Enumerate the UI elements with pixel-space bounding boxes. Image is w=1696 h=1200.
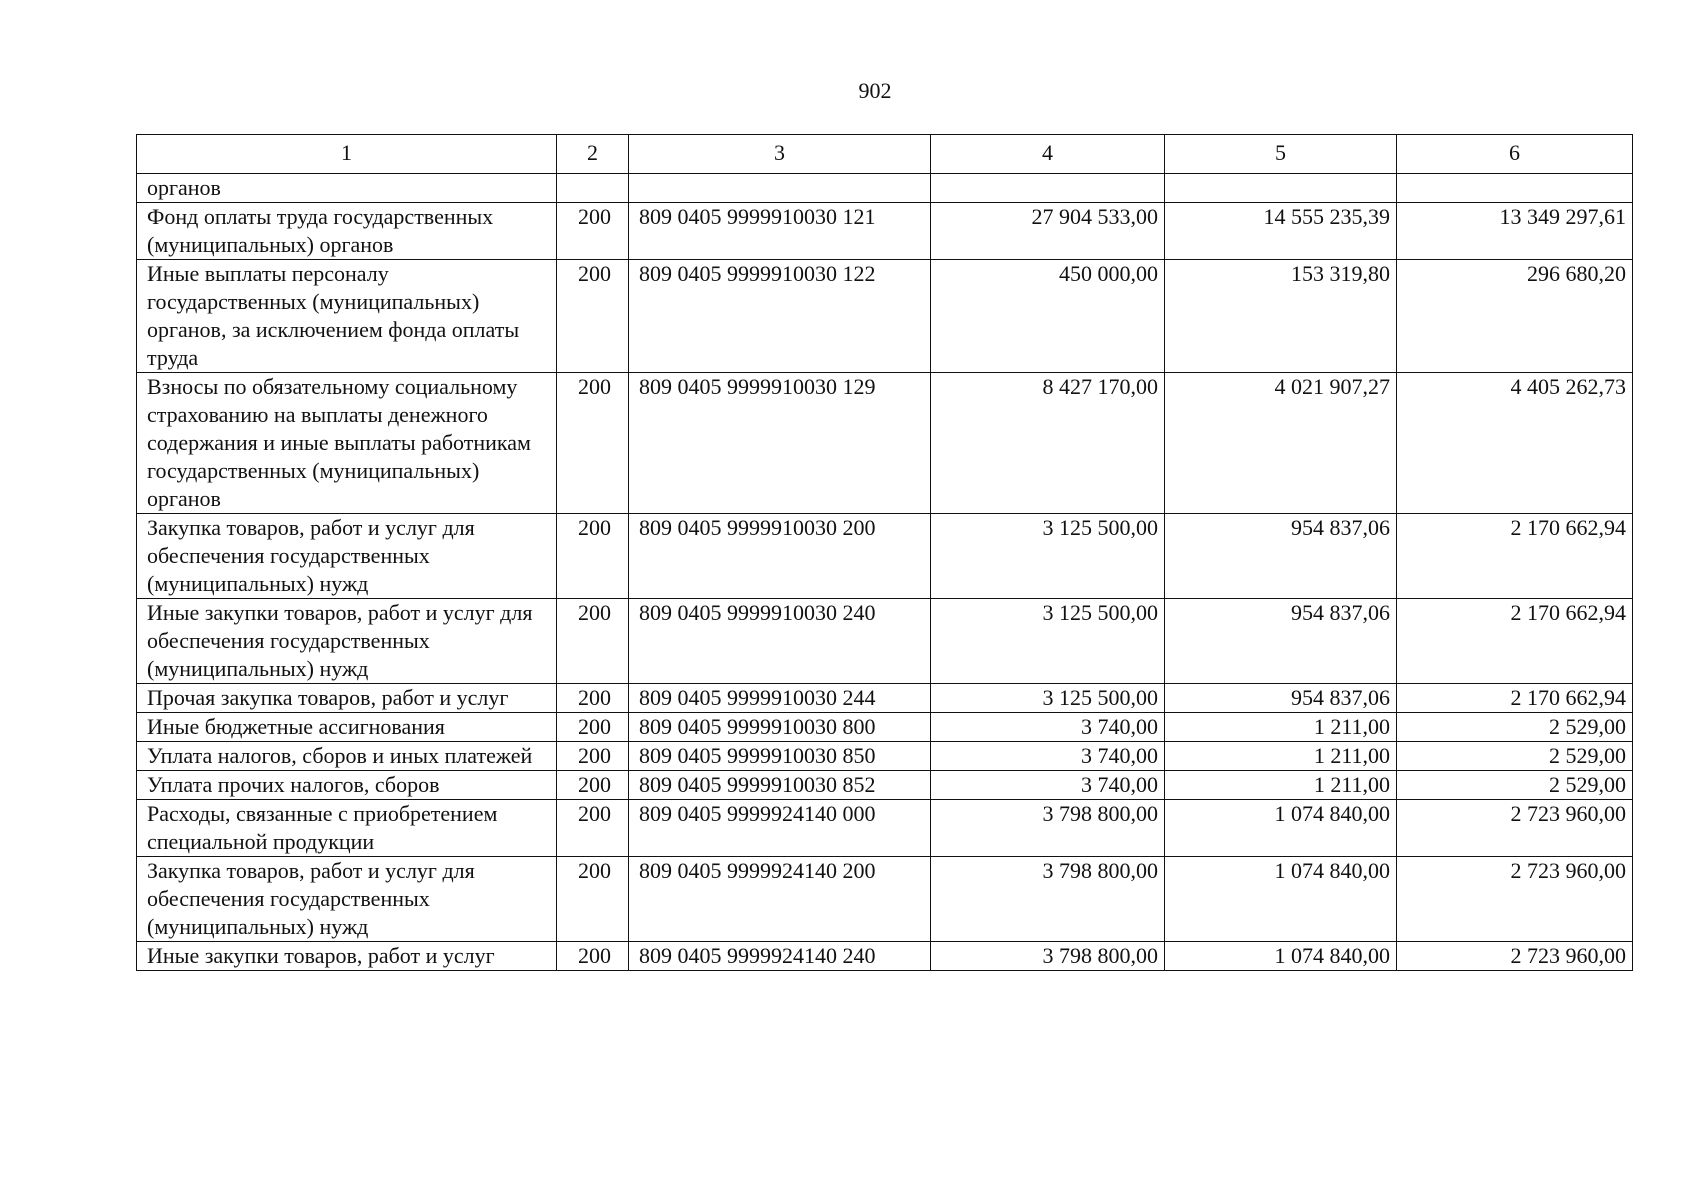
row-budget-code: 809 0405 9999910030 852 <box>629 771 931 800</box>
header-col-1: 1 <box>137 135 557 174</box>
table-row <box>137 599 1633 684</box>
row-unexecuted: 2 529,00 <box>1397 713 1633 742</box>
row-executed <box>1165 174 1397 203</box>
row-name: Закупка товаров, работ и услуг для обеспечения государственных (муниципальных) нужд <box>137 514 557 599</box>
row-unexecuted: 2 170 662,94 <box>1397 599 1633 684</box>
row-approved: 3 798 800,00 <box>931 942 1165 971</box>
row-approved: 3 740,00 <box>931 742 1165 771</box>
row-executed: 1 074 840,00 <box>1165 800 1397 857</box>
table-row <box>137 174 1633 203</box>
table-row <box>137 684 1633 713</box>
row-line-code <box>557 174 629 203</box>
row-line-code: 200 <box>557 857 629 942</box>
row-name: Иные закупки товаров, работ и услуг <box>137 942 557 971</box>
row-unexecuted: 2 170 662,94 <box>1397 684 1633 713</box>
row-name: Взносы по обязательному социальному страхованию на выплаты денежного содержания и иные выплаты работникам государственных (муниципальных) органов <box>137 373 557 514</box>
row-unexecuted: 296 680,20 <box>1397 260 1633 373</box>
row-name: Иные бюджетные ассигнования <box>137 713 557 742</box>
row-approved: 3 125 500,00 <box>931 599 1165 684</box>
table-row <box>137 771 1633 800</box>
row-line-code: 200 <box>557 373 629 514</box>
row-line-code: 200 <box>557 742 629 771</box>
budget-execution-table <box>136 134 1633 971</box>
row-line-code: 200 <box>557 599 629 684</box>
row-executed: 954 837,06 <box>1165 514 1397 599</box>
row-approved: 3 125 500,00 <box>931 514 1165 599</box>
row-unexecuted: 2 723 960,00 <box>1397 857 1633 942</box>
row-name: Уплата налогов, сборов и иных платежей <box>137 742 557 771</box>
row-line-code: 200 <box>557 942 629 971</box>
row-budget-code: 809 0405 9999910030 121 <box>629 203 931 260</box>
row-unexecuted: 2 529,00 <box>1397 771 1633 800</box>
table-row <box>137 857 1633 942</box>
row-executed: 1 211,00 <box>1165 742 1397 771</box>
row-budget-code: 809 0405 9999910030 850 <box>629 742 931 771</box>
row-budget-code: 809 0405 9999910030 800 <box>629 713 931 742</box>
row-approved: 450 000,00 <box>931 260 1165 373</box>
header-row <box>137 135 1633 174</box>
row-budget-code <box>629 174 931 203</box>
row-name: Иные выплаты персоналу государственных (муниципальных) органов, за исключением фонда оплаты труда <box>137 260 557 373</box>
row-line-code: 200 <box>557 771 629 800</box>
row-name: Прочая закупка товаров, работ и услуг <box>137 684 557 713</box>
row-budget-code: 809 0405 9999910030 200 <box>629 514 931 599</box>
header-col-5: 5 <box>1165 135 1397 174</box>
row-name: Уплата прочих налогов, сборов <box>137 771 557 800</box>
row-executed: 14 555 235,39 <box>1165 203 1397 260</box>
row-unexecuted: 13 349 297,61 <box>1397 203 1633 260</box>
row-executed: 1 074 840,00 <box>1165 942 1397 971</box>
page-number: 902 <box>858 78 892 103</box>
row-budget-code: 809 0405 9999924140 240 <box>629 942 931 971</box>
row-line-code: 200 <box>557 800 629 857</box>
table-row <box>137 373 1633 514</box>
row-name: Расходы, связанные с приобретением специальной продукции <box>137 800 557 857</box>
row-name: Закупка товаров, работ и услуг для обеспечения государственных (муниципальных) нужд <box>137 857 557 942</box>
header-col-2: 2 <box>557 135 629 174</box>
header-col-6: 6 <box>1397 135 1633 174</box>
row-executed: 1 211,00 <box>1165 713 1397 742</box>
row-approved: 3 125 500,00 <box>931 684 1165 713</box>
row-budget-code: 809 0405 9999910030 122 <box>629 260 931 373</box>
row-approved: 8 427 170,00 <box>931 373 1165 514</box>
row-executed: 954 837,06 <box>1165 684 1397 713</box>
row-name: органов <box>137 174 557 203</box>
row-line-code: 200 <box>557 260 629 373</box>
row-executed: 954 837,06 <box>1165 599 1397 684</box>
row-approved <box>931 174 1165 203</box>
table-row <box>137 800 1633 857</box>
table-row <box>137 742 1633 771</box>
row-executed: 1 074 840,00 <box>1165 857 1397 942</box>
row-unexecuted <box>1397 174 1633 203</box>
row-budget-code: 809 0405 9999924140 000 <box>629 800 931 857</box>
table-row <box>137 260 1633 373</box>
header-col-3: 3 <box>629 135 931 174</box>
row-approved: 3 798 800,00 <box>931 857 1165 942</box>
table-row <box>137 942 1633 971</box>
row-unexecuted: 2 723 960,00 <box>1397 800 1633 857</box>
row-line-code: 200 <box>557 713 629 742</box>
row-line-code: 200 <box>557 514 629 599</box>
row-unexecuted: 2 170 662,94 <box>1397 514 1633 599</box>
row-executed: 1 211,00 <box>1165 771 1397 800</box>
row-budget-code: 809 0405 9999924140 200 <box>629 857 931 942</box>
row-name: Фонд оплаты труда государственных (муниципальных) органов <box>137 203 557 260</box>
row-approved: 3 798 800,00 <box>931 800 1165 857</box>
row-executed: 153 319,80 <box>1165 260 1397 373</box>
row-name: Иные закупки товаров, работ и услуг для обеспечения государственных (муниципальных) нужд <box>137 599 557 684</box>
row-line-code: 200 <box>557 684 629 713</box>
row-approved: 27 904 533,00 <box>931 203 1165 260</box>
row-budget-code: 809 0405 9999910030 129 <box>629 373 931 514</box>
table-row <box>137 514 1633 599</box>
row-unexecuted: 4 405 262,73 <box>1397 373 1633 514</box>
row-approved: 3 740,00 <box>931 713 1165 742</box>
row-line-code: 200 <box>557 203 629 260</box>
row-budget-code: 809 0405 9999910030 244 <box>629 684 931 713</box>
row-unexecuted: 2 529,00 <box>1397 742 1633 771</box>
row-budget-code: 809 0405 9999910030 240 <box>629 599 931 684</box>
row-executed: 4 021 907,27 <box>1165 373 1397 514</box>
row-approved: 3 740,00 <box>931 771 1165 800</box>
row-unexecuted: 2 723 960,00 <box>1397 942 1633 971</box>
table-row <box>137 203 1633 260</box>
table-row <box>137 713 1633 742</box>
header-col-4: 4 <box>931 135 1165 174</box>
